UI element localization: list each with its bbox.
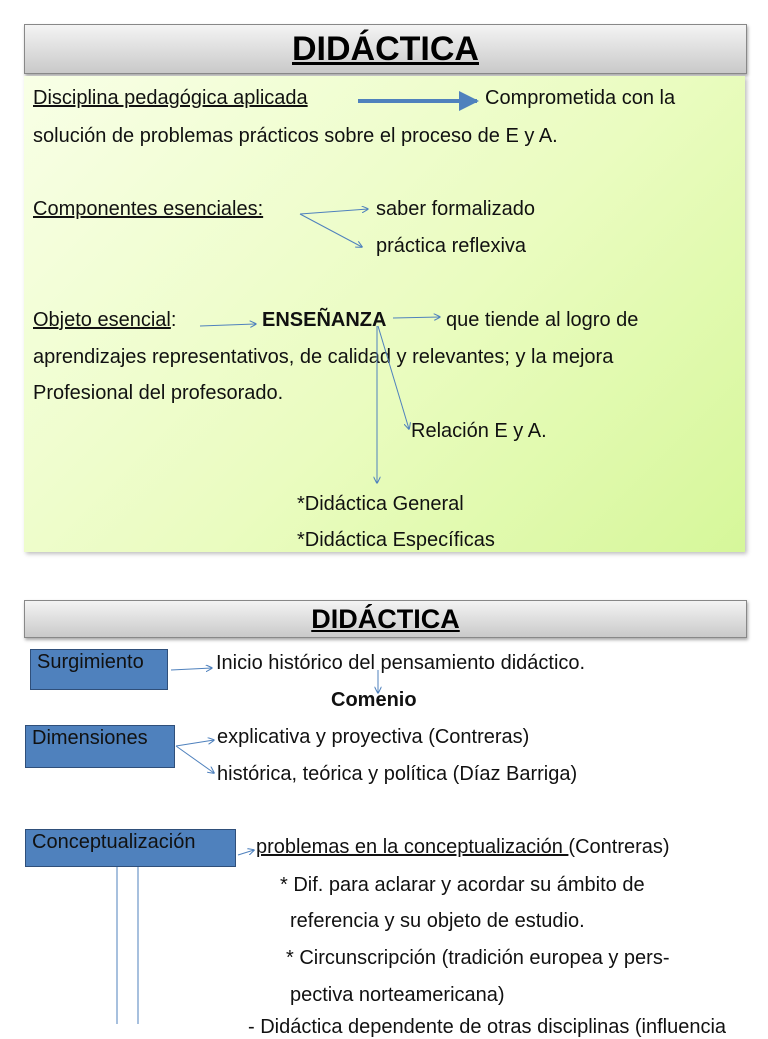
problem-3-partial: - Didáctica dependente de otras disciplinas (influencia — [248, 1016, 727, 1038]
surgimiento-label: Surgimiento — [37, 651, 144, 673]
definition-label: Disciplina pedagógica aplicada — [33, 87, 308, 109]
arrow-component-2 — [300, 214, 362, 247]
object-description: que tiende al logro de — [446, 309, 639, 331]
relation-ey-a: Relación E y A. — [411, 420, 547, 442]
dimension-explicativa: explicativa y proyectiva (Contreras) — [217, 726, 530, 748]
object-value-ensenanza: ENSEÑANZA — [262, 309, 387, 331]
problems-title: problemas en la conceptualización — [256, 836, 569, 858]
definition-target: Comprometida con la — [485, 87, 676, 109]
branch-didactica-especificas: *Didáctica Específicas — [297, 529, 495, 551]
problem-2-line-b: pectiva norteamericana) — [290, 984, 505, 1006]
comenio-label: Comenio — [331, 689, 417, 711]
conceptualizacion-label: Conceptualización — [32, 831, 196, 853]
arrow-object — [200, 324, 256, 326]
definition-continuation: solución de problemas prácticos sobre el proceso de E y A. — [33, 125, 558, 147]
arrow-surgimiento — [171, 668, 212, 670]
object-colon: : — [170, 309, 177, 331]
surgimiento-description: Inicio histórico del pensamiento didáctico. — [216, 652, 586, 674]
arrow-relation — [378, 326, 409, 429]
problem-2-line-a: * Circunscripción (tradición europea y pers- — [286, 947, 670, 969]
arrow-conceptualizacion — [238, 850, 254, 855]
object-line-2: aprendizajes representativos, de calidad y relevantes; y la mejora — [33, 346, 614, 368]
component-saber-formalizado: saber formalizado — [376, 198, 535, 220]
components-label: Componentes esenciales: — [33, 198, 264, 220]
problem-1-line-b: referencia y su objeto de estudio. — [290, 910, 585, 932]
object-label: Objeto esencial — [33, 309, 171, 331]
object-line-3: Profesional del profesorado. — [33, 382, 284, 404]
slide1-title: DIDÁCTICA — [292, 30, 479, 68]
arrow-ensenanza-desc — [393, 317, 440, 318]
dimensiones-label: Dimensiones — [32, 727, 148, 749]
problem-1-line-a: * Dif. para aclarar y acordar su ámbito de — [280, 874, 645, 896]
dimension-historica: histórica, teórica y política (Díaz Barriga) — [217, 763, 578, 785]
arrow-dimension-1 — [176, 740, 214, 746]
arrow-dimension-2 — [176, 746, 214, 773]
arrow-component-1 — [300, 209, 368, 214]
component-practica-reflexiva: práctica reflexiva — [376, 235, 527, 257]
problems-source: (Contreras) — [568, 836, 670, 858]
slide2-title: DIDÁCTICA — [311, 604, 460, 634]
branch-didactica-general: *Didáctica General — [297, 493, 464, 515]
